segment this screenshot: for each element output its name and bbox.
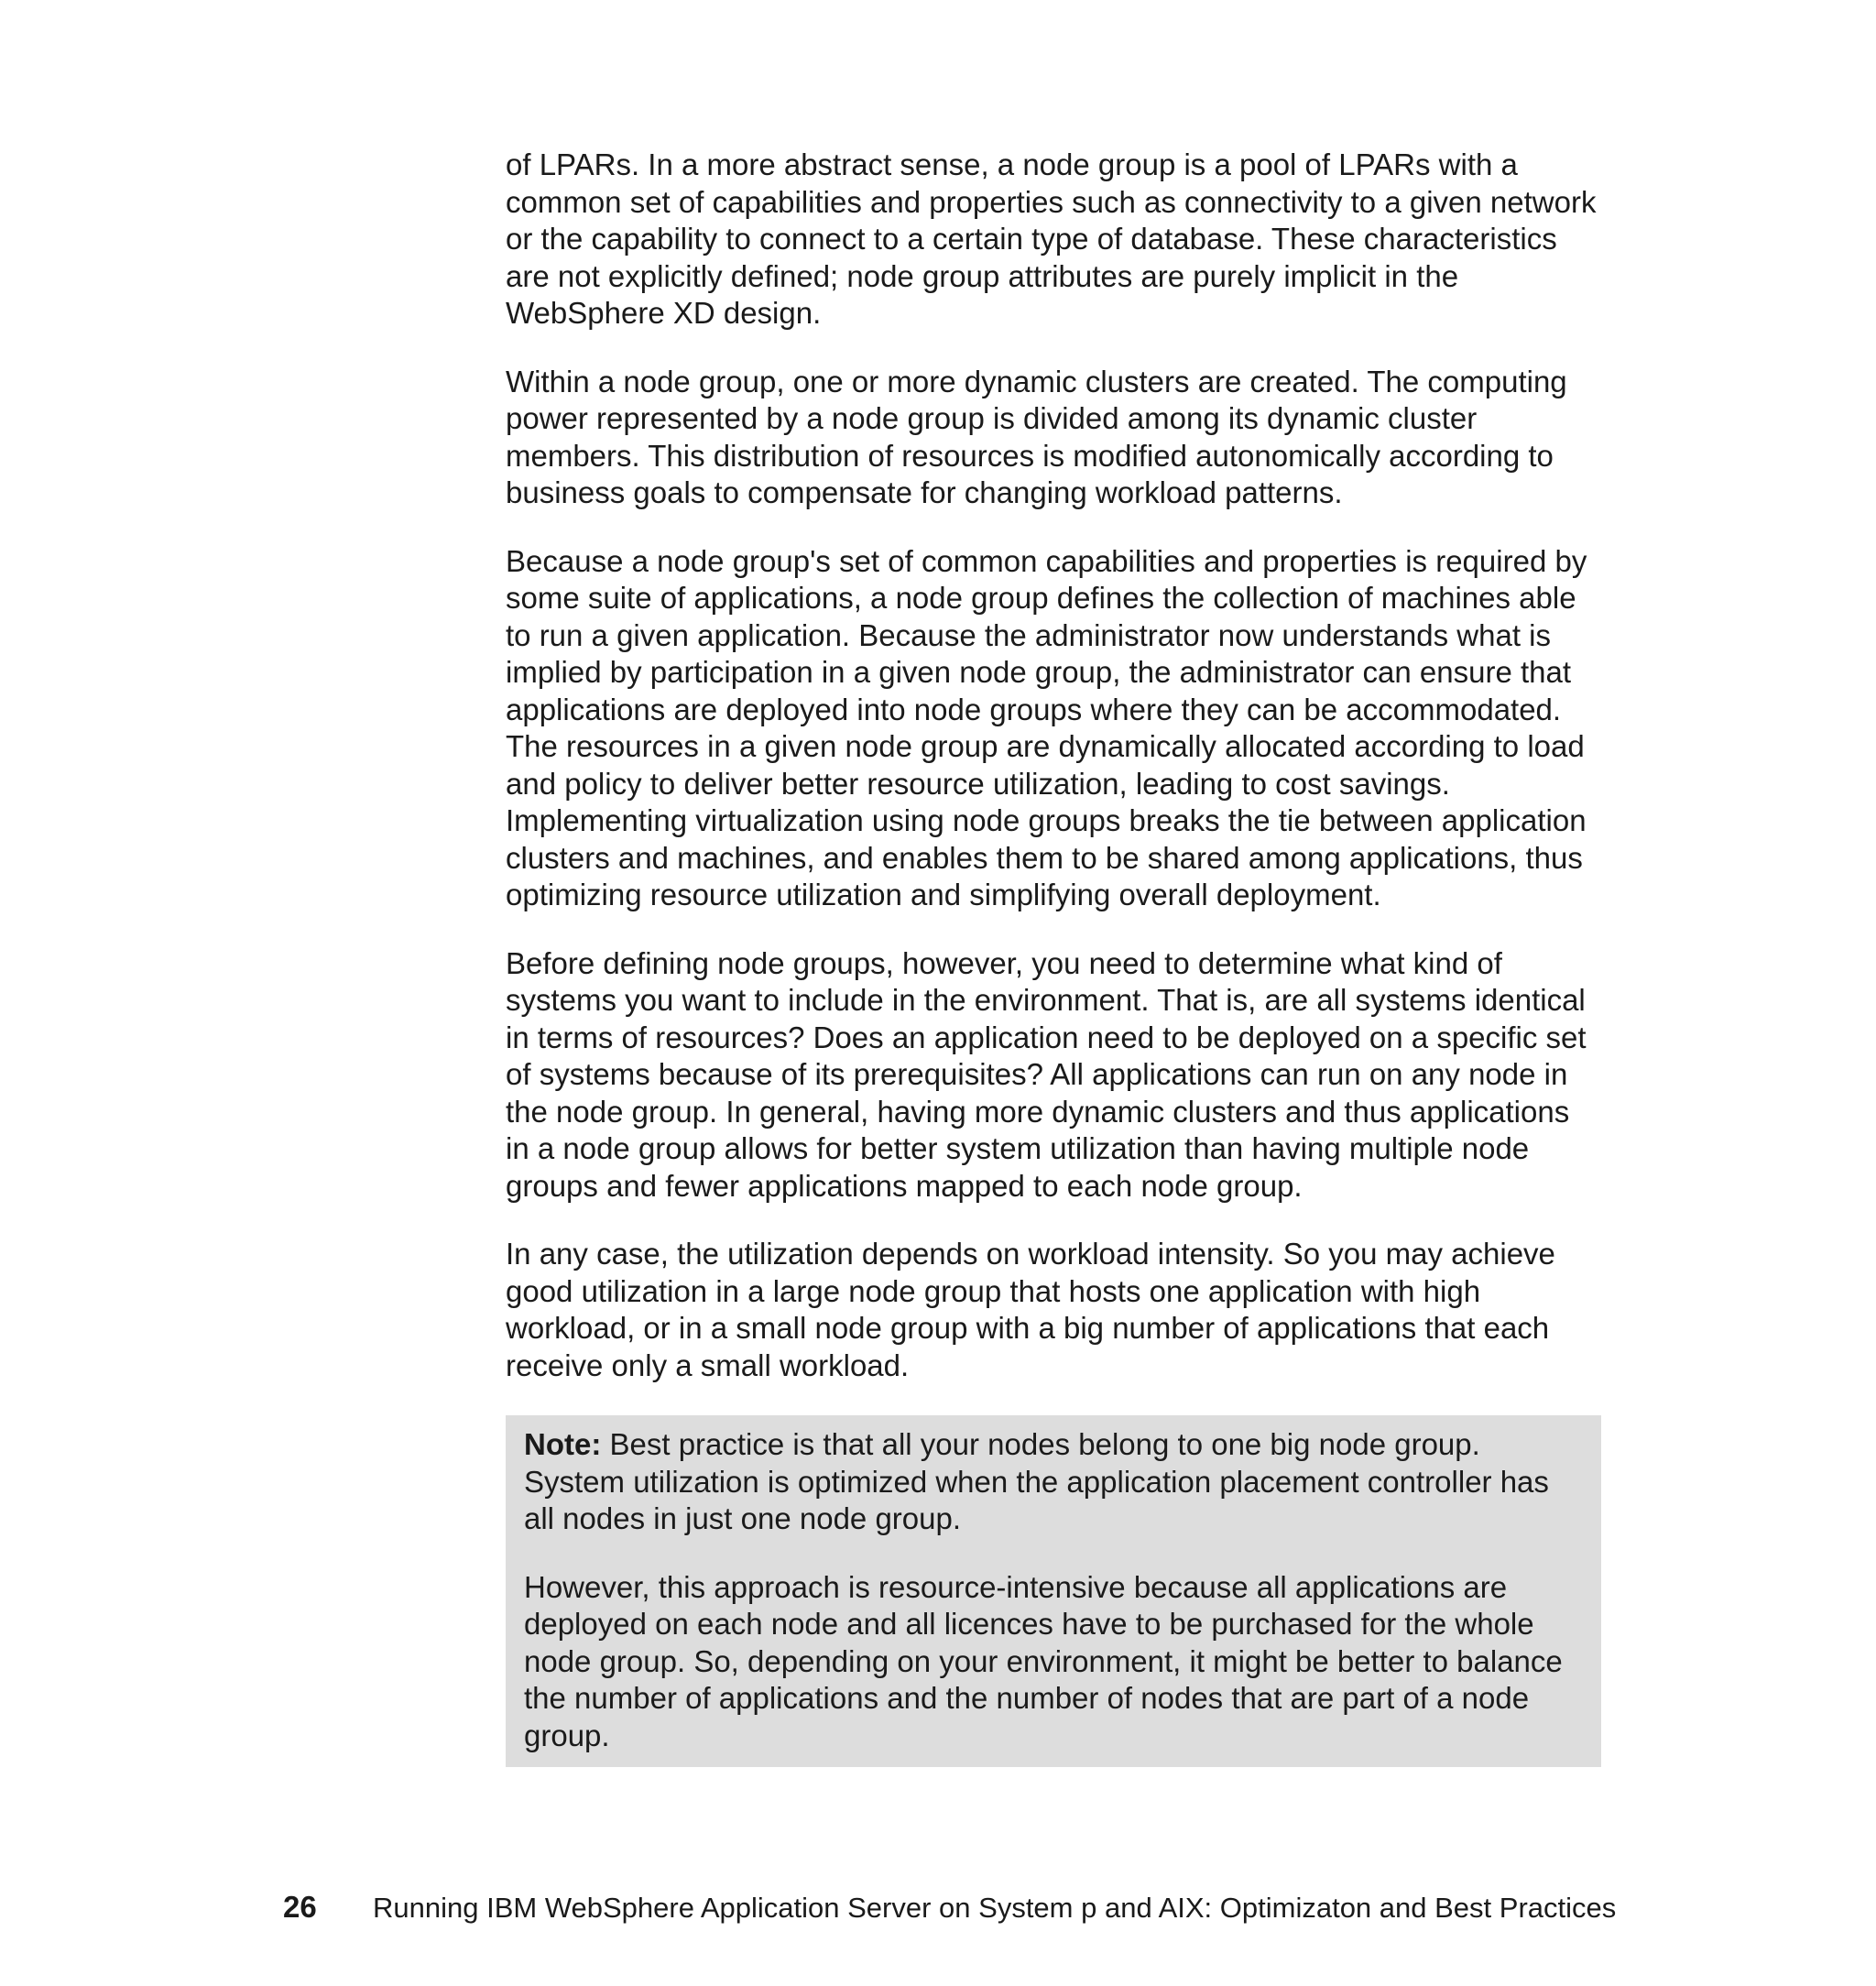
body-paragraph-1: of LPARs. In a more abstract sense, a node group is a pool of LPARs with a common set of capabilities and properties such as connectivity to a given network or the capability to connect to a certain type of database. These characteristics are not explicitly defined; node group attributes are purely implicit in the WebSphere XD design. [506, 147, 1597, 330]
body-paragraph-3: Because a node group's set of common capabilities and properties is required by some suite of applications, a node group defines the collection of machines able to run a given application. Because the administrator now understands what is implied by participation in a given node group, the administrator can ensure that applications are deployed into node groups where they can be accommodated. The resources in a given node group are dynamically allocated according to load and policy to deliver better resource utilization, leading to cost savings. Implementing virtualization using node groups breaks the tie between application clusters and machines, and enables them to be shared among applications, thus optimizing resource utilization and simplifying overall deployment. [506, 543, 1587, 911]
note-text-1: Best practice is that all your nodes belong to one big node group. System utilization is optimized when the application placement controller has all nodes in just one node group. [524, 1427, 1549, 1535]
page-footer [283, 1889, 1616, 1926]
body-paragraph-4: Before defining node groups, however, you need to determine what kind of systems you want to include in the environment. That is, are all systems identical in terms of resources? Does an application need to be deployed on a specific set of systems because of its prerequisites? All applications can run on any node in the node group. In general, having more dynamic clusters and thus applications in a node group allows for better system utilization than having multiple node groups and fewer applications mapped to each node group. [506, 945, 1587, 1203]
page-content [506, 147, 1601, 1767]
note-paragraph-2: However, this approach is resource-intensive because all applications are deployed on each node and all licences have to be purchased for the whole node group. So, depending on your environment, it might be better to balance the number of applications and the number of nodes that are part of a node group. [524, 1569, 1563, 1752]
page-number: 26 [283, 1890, 317, 1924]
note-paragraph-1 [524, 1426, 1583, 1538]
note-label: Note: [524, 1427, 602, 1461]
note-box [506, 1415, 1601, 1767]
book-title: Running IBM WebSphere Application Server on System p and AIX: Optimizaton and Best Practices [373, 1892, 1617, 1924]
body-paragraph-5: In any case, the utilization depends on workload intensity. So you may achieve good utilization in a large node group that hosts one application with high workload, or in a small node group with a big number of applications that each receive only a small workload. [506, 1237, 1555, 1382]
body-paragraph-2: Within a node group, one or more dynamic clusters are created. The computing power represented by a node group is divided among its dynamic cluster members. This distribution of resources is modified autonomically according to business goals to compensate for changing workload patterns. [506, 364, 1567, 509]
